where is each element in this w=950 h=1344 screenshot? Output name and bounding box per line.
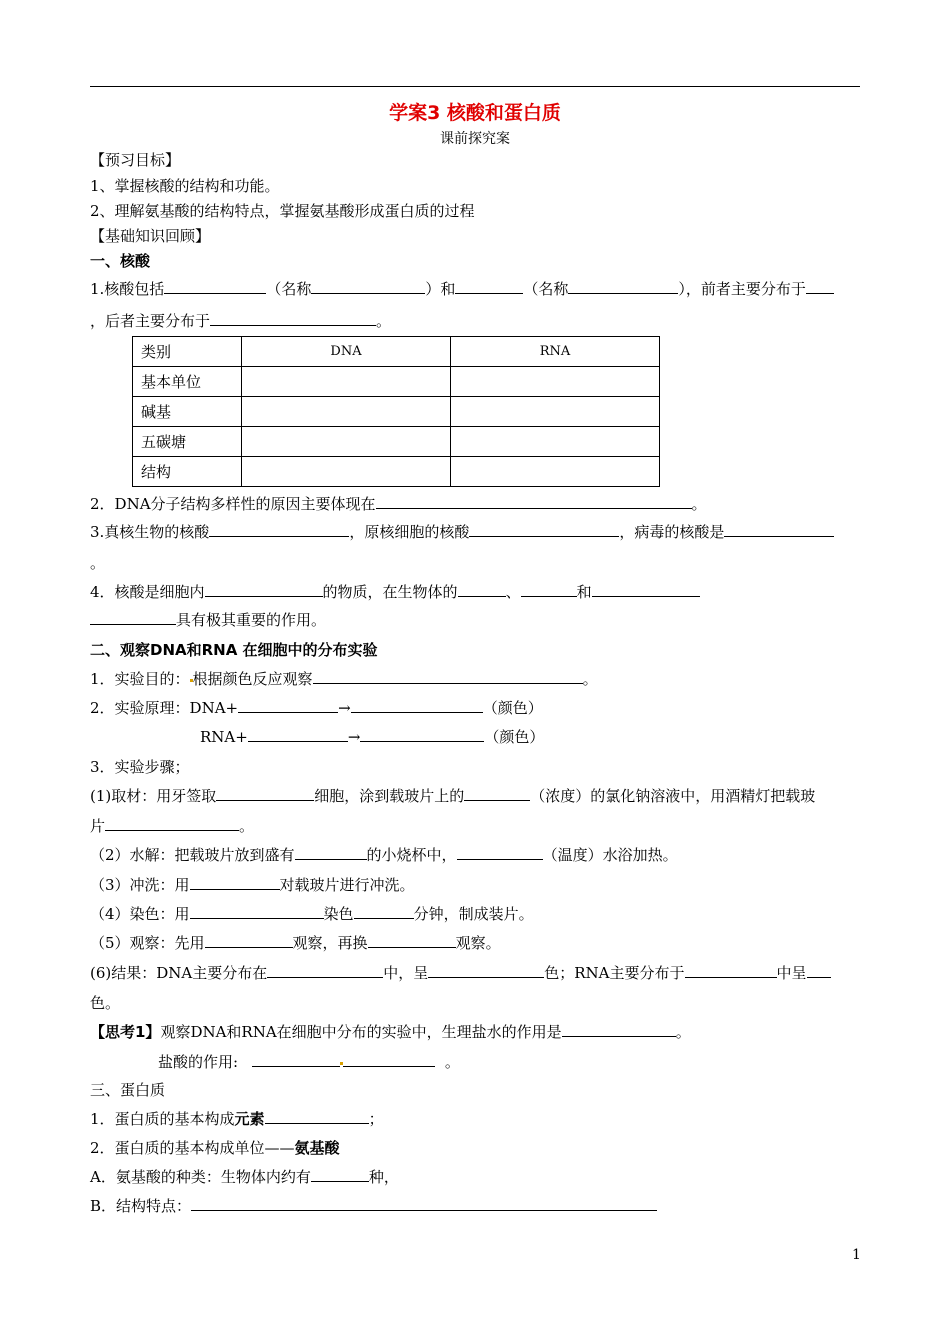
top-rule [90, 86, 860, 87]
blank[interactable] [190, 904, 324, 919]
step-3: （3）冲洗：用 对载玻片进行冲洗。 [90, 876, 415, 894]
blank[interactable] [457, 845, 543, 860]
s3-qB: B．结构特点： [90, 1196, 657, 1216]
s1-q1-line1: 1.核酸包括 （名称 ）和 （名称 ），前者主要分布于 [90, 279, 834, 299]
table-cell[interactable] [451, 367, 660, 397]
page-title: 学案3 核酸和蛋白质 [389, 102, 561, 124]
s3-qA: A．氨基酸的种类：生物体内约有 种， [90, 1168, 399, 1186]
blank[interactable] [190, 875, 280, 890]
table-cell[interactable] [242, 397, 451, 427]
s3-q1: 1．蛋白质的基本构成元素 ； [90, 1110, 384, 1128]
blank[interactable] [521, 582, 577, 597]
blank[interactable] [205, 933, 293, 948]
blank[interactable] [313, 669, 583, 684]
s1-q2: 2．DNA分子结构多样性的原因主要体现在 。 [90, 495, 707, 513]
table-cell[interactable] [242, 427, 451, 457]
blank[interactable] [267, 963, 383, 978]
blank[interactable] [238, 698, 338, 713]
table-row-label: 结构 [133, 457, 242, 487]
blank[interactable] [191, 1196, 657, 1211]
blank[interactable] [724, 522, 834, 537]
blank[interactable] [311, 1167, 369, 1182]
goal-1: 1、掌握核酸的结构和功能。 [90, 177, 280, 195]
table-cell[interactable] [242, 367, 451, 397]
blank[interactable] [458, 582, 506, 597]
blank[interactable] [216, 786, 314, 801]
s2-purpose: 1．实验目的： 根据颜色反应观察 。 [90, 670, 598, 688]
step-5: （5）观察：先用 观察，再换 观察。 [90, 934, 501, 952]
section-3-heading: 三、蛋白质 [90, 1081, 166, 1099]
s1-q3-end: 。 [90, 554, 106, 572]
step-1-line1: (1)取材：用牙签取 细胞，涂到载玻片上的 （浓度）的氯化钠溶液中，用酒精灯把载玻 [90, 787, 816, 805]
think-1: 【思考1】观察DNA和RNA在细胞中分布的实验中，生理盐水的作用是 。 [90, 1023, 691, 1041]
blank[interactable] [90, 610, 176, 625]
think-1-hcl: 盐酸的作用: 。 [158, 1053, 460, 1071]
blank[interactable] [428, 963, 544, 978]
blank[interactable] [568, 279, 678, 294]
blank[interactable] [368, 933, 456, 948]
step-6-line1: (6)结果：DNA主要分布在 中，呈 色；RNA主要分布于 中呈 [90, 963, 831, 983]
s1-q4-line1: 4．核酸是细胞内 的物质，在生物体的 、 和 [90, 582, 700, 602]
section-1-heading: 一、核酸 [90, 252, 151, 270]
blank[interactable] [252, 1052, 340, 1067]
step-1-line2: 片 。 [90, 817, 255, 835]
step-4: （4）染色：用 染色 分钟，制成装片。 [90, 905, 534, 923]
blank[interactable] [685, 963, 777, 978]
blank[interactable] [105, 816, 239, 831]
table-row-label: 碱基 [133, 397, 242, 427]
table-cell[interactable] [451, 457, 660, 487]
s2-principle-dna: 2．实验原理：DNA+ → （颜色） [90, 699, 543, 717]
blank[interactable] [807, 963, 831, 978]
blank[interactable] [210, 311, 376, 326]
blank[interactable] [311, 279, 425, 294]
page-number: 1 [852, 1247, 861, 1263]
nucleic-acid-table [132, 336, 660, 487]
s1-q1-line2: ，后者主要分布于 。 [90, 312, 392, 330]
page-subtitle: 课前探究案 [440, 131, 510, 147]
s1-q3: 3.真核生物的核酸 ，原核细胞的核酸 ，病毒的核酸是 [90, 522, 834, 542]
blank[interactable] [209, 522, 349, 537]
blank[interactable] [376, 494, 692, 509]
blank[interactable] [164, 279, 266, 294]
table-header-rna: RNA [451, 337, 660, 367]
blank[interactable] [464, 786, 530, 801]
blank[interactable] [205, 582, 323, 597]
table-header-category: 类别 [133, 337, 242, 367]
blank[interactable] [248, 727, 348, 742]
blank[interactable] [360, 727, 484, 742]
table-header-dna: DNA [242, 337, 451, 367]
section-2-heading: 二、观察DNA和RNA 在细胞中的分布实验 [90, 641, 378, 659]
table-cell[interactable] [242, 457, 451, 487]
blank[interactable] [265, 1109, 369, 1124]
blank[interactable] [351, 698, 483, 713]
blank[interactable] [806, 279, 834, 294]
goal-2: 2、理解氨基酸的结构特点，掌握氨基酸形成蛋白质的过程 [90, 202, 475, 220]
preview-heading: 【预习目标】 [90, 151, 181, 169]
blank[interactable] [455, 279, 523, 294]
s2-steps: 3．实验步骤； [90, 758, 190, 776]
review-heading: 【基础知识回顾】 [90, 227, 211, 245]
blank[interactable] [343, 1052, 435, 1067]
table-row-label: 基本单位 [133, 367, 242, 397]
blank[interactable] [562, 1022, 676, 1037]
step-2: （2）水解：把载玻片放到盛有 的小烧杯中， （温度）水浴加热。 [90, 846, 678, 864]
table-cell[interactable] [451, 397, 660, 427]
table-row-label: 五碳塘 [133, 427, 242, 457]
blank[interactable] [469, 522, 619, 537]
blank[interactable] [354, 904, 414, 919]
s3-q2: 2．蛋白质的基本构成单位——氨基酸 [90, 1139, 340, 1157]
arrow-icon: → [347, 728, 361, 746]
s2-principle-rna: RNA+ → （颜色） [200, 728, 545, 746]
blank[interactable] [592, 582, 700, 597]
blank[interactable] [295, 845, 367, 860]
s1-q4-line2: 具有极其重要的作用。 [90, 610, 326, 630]
table-cell[interactable] [451, 427, 660, 457]
arrow-icon: → [338, 699, 351, 717]
step-6-line2: 色。 [90, 994, 121, 1012]
